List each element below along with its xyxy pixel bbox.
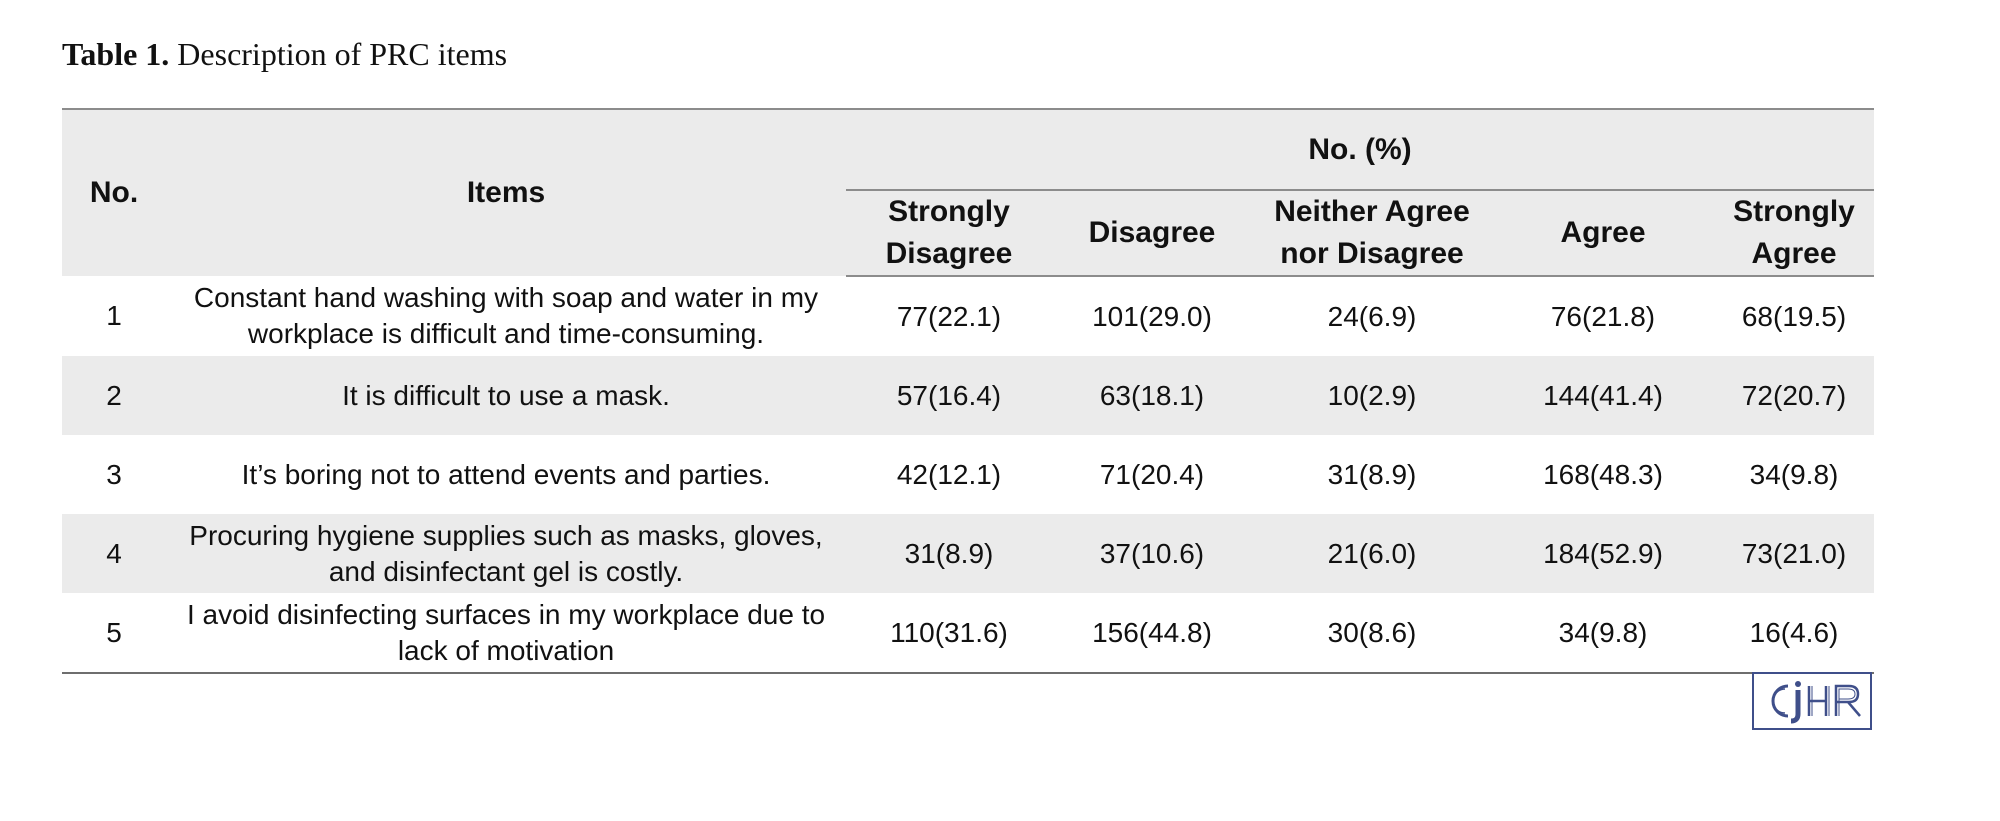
cell-disagree: 101(29.0) xyxy=(1092,300,1212,332)
table-row xyxy=(62,356,1874,435)
cell-no: 5 xyxy=(62,593,166,673)
cell-strongly-disagree: 42(12.1) xyxy=(896,458,1002,490)
cell-neither: 30(8.6) xyxy=(1252,593,1492,673)
header-agree: Agree xyxy=(1492,190,1714,276)
header-group-percent: No. (%) xyxy=(846,109,1874,190)
header-disagree: Disagree xyxy=(1052,190,1252,276)
cell-neither: 31(8.9) xyxy=(1327,458,1417,490)
cell-strongly-agree: 68(19.5) xyxy=(1741,300,1847,332)
cell-strongly-disagree: 110(31.6) xyxy=(846,593,1052,673)
cell-neither: 10(2.9) xyxy=(1252,356,1492,435)
cell-strongly-disagree: 77(22.1) xyxy=(896,300,1002,332)
cell-strongly-disagree: 57(16.4) xyxy=(846,356,1052,435)
cell-strongly-disagree: 31(8.9) xyxy=(846,514,1052,593)
table-row xyxy=(62,276,1874,356)
cell-disagree: 37(10.6) xyxy=(1052,514,1252,593)
cell-neither: 21(6.0) xyxy=(1252,514,1492,593)
cjhr-logo xyxy=(1752,672,1872,730)
cell-neither: 24(6.9) xyxy=(1327,300,1417,332)
cjhr-logo-mark xyxy=(1754,674,1870,728)
cell-disagree: 156(44.8) xyxy=(1052,593,1252,673)
header-neither: Neither Agree nor Disagree xyxy=(1252,190,1492,276)
cell-agree: 144(41.4) xyxy=(1492,356,1714,435)
cell-strongly-agree: 34(9.8) xyxy=(1749,458,1839,490)
table-caption-text: Description of PRC items xyxy=(177,36,508,72)
cell-agree: 76(21.8) xyxy=(1550,300,1656,332)
table-caption-label: Table 1. xyxy=(62,36,170,72)
cell-agree: 34(9.8) xyxy=(1492,593,1714,673)
table-row xyxy=(62,593,1874,673)
cell-strongly-agree: 72(20.7) xyxy=(1714,356,1874,435)
cell-no: 4 xyxy=(62,514,166,593)
header-strongly-agree: Strongly Agree xyxy=(1714,190,1874,276)
cell-agree: 184(52.9) xyxy=(1492,514,1714,593)
cell-no: 2 xyxy=(62,356,166,435)
header-strongly-disagree: Strongly Disagree xyxy=(846,190,1052,276)
cell-no: 1 xyxy=(106,300,122,331)
cell-strongly-agree: 16(4.6) xyxy=(1714,593,1874,673)
cell-item: It is difficult to use a mask. xyxy=(166,356,846,435)
cell-item: Constant hand washing with soap and water in my workplace is difficult and time-consuming. xyxy=(193,282,819,349)
prc-items-table xyxy=(62,108,1874,674)
table-caption xyxy=(62,32,507,76)
cell-item: It’s boring not to attend events and parties. xyxy=(241,458,771,490)
cell-item: Procuring hygiene supplies such as masks, gloves, and disinfectant gel is costly. xyxy=(166,514,846,593)
cell-strongly-agree: 73(21.0) xyxy=(1714,514,1874,593)
table-row xyxy=(62,514,1874,593)
cell-item: I avoid disinfecting surfaces in my workplace due to lack of motivation xyxy=(166,593,846,673)
cell-agree: 168(48.3) xyxy=(1543,458,1663,490)
table-row xyxy=(62,435,1874,514)
header-items: Items xyxy=(166,109,846,276)
cell-disagree: 63(18.1) xyxy=(1052,356,1252,435)
header-no: No. xyxy=(62,109,166,276)
cell-disagree: 71(20.4) xyxy=(1099,458,1205,490)
cell-no: 3 xyxy=(106,458,122,490)
